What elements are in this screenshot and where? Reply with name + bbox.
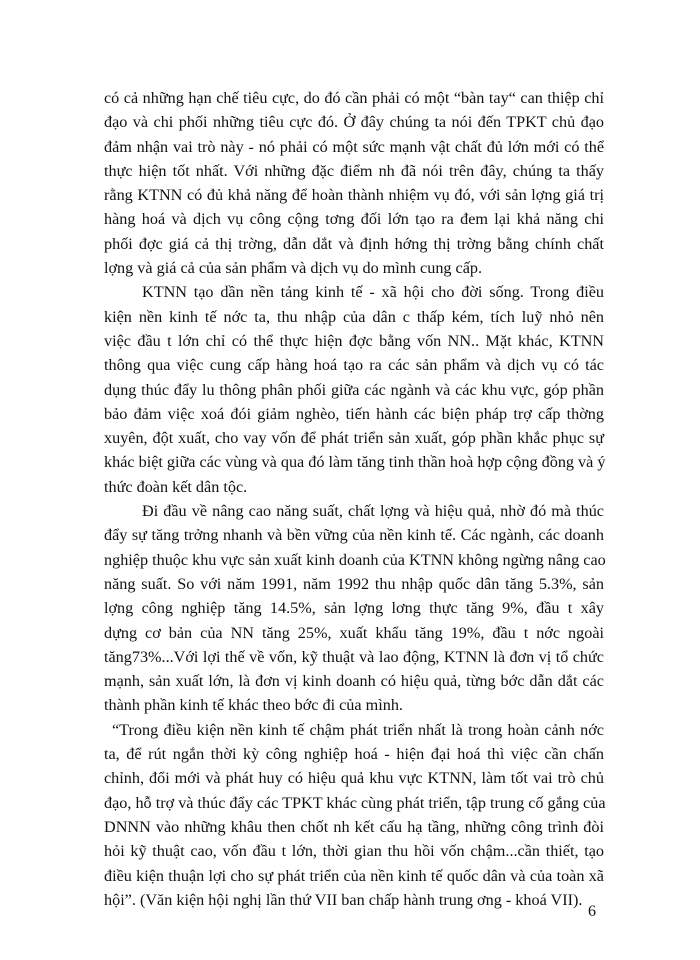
paragraph-line: năng suất. So với năm 1991, năm 1992 thu nhập quốc dân tăng 5.3%, sản bbox=[104, 574, 604, 593]
paragraph-line: bảo đảm việc xoá đói giảm nghèo, tiến hành các biện pháp trợ cấp thờng bbox=[104, 404, 604, 423]
paragraph-line: DNNN vào những khâu then chốt nh kết cấu hạ tầng, những công trình đòi bbox=[104, 817, 604, 836]
paragraph-line: hỏi kỹ thuật cao, vốn đầu t lớn, thời gian thu hồi vốn chậm...cần thiết, tạo bbox=[104, 842, 604, 861]
paragraph-line: lợng và giá cả của sản phẩm và dịch vụ do mình cung cấp. bbox=[104, 259, 483, 278]
paragraph-line: nghiệp thuộc khu vực sản xuất kinh doanh của KTNN không ngừng nâng cao bbox=[104, 550, 606, 569]
paragraph-line: dụng thúc đẩy lu thông phân phối giữa các ngành và các khu vực, góp phần bbox=[104, 380, 604, 399]
paragraph-line: phối đợc giá cả thị trờng, dẫn dắt và định hớng thị trờng bằng chính chất bbox=[104, 234, 604, 253]
paragraph-line: chỉnh, đổi mới và phát huy có hiệu quả khu vực KTNN, làm tốt vai trò chủ bbox=[104, 769, 604, 788]
paragraph-line: “Trong điều kiện nền kinh tế chậm phát triển nhất là trong hoàn cảnh nớc bbox=[112, 720, 604, 739]
paragraph-line: thành phần kinh tế khác theo bớc đi của mình. bbox=[104, 696, 403, 715]
paragraph-line: đảm nhận vai trò này - nó phải có một sức mạnh vật chất đủ lớn mới có thể bbox=[104, 137, 604, 156]
paragraph-line: ta, để rút ngắn thời kỳ công nghiệp hoá - hiện đại hoá thì việc cần chấn bbox=[104, 745, 604, 764]
paragraph-line: rằng KTNN có đủ khả năng để hoàn thành nhiệm vụ đó, với sản lợng giá trị bbox=[104, 186, 604, 205]
paragraph-line: mạnh, sản xuất lớn, là đơn vị kinh doanh có hiệu quả, từng bớc dẫn dắt các bbox=[104, 672, 604, 691]
page-number: 6 bbox=[588, 903, 596, 920]
paragraph-line: lợng công nghiệp tăng 14.5%, sản lợng lơng thực tăng 9%, đầu t xây bbox=[104, 599, 604, 618]
paragraph-line: đẩy sự tăng trởng nhanh và bền vững của nền kinh tế. Các ngành, các doanh bbox=[104, 526, 604, 545]
paragraph-line: đạo, hỗ trợ và thúc đẩy các TPKT khác cùng phát triển, tập trung cố gắng của bbox=[104, 793, 606, 812]
paragraph-line: điều kiện thuận lợi cho sự phát triển của nền kinh tế quốc dân và của toàn xã bbox=[104, 866, 604, 885]
paragraph-line: tăng73%...Với lợi thế về vốn, kỹ thuật và lao động, KTNN là đơn vị tổ chức bbox=[104, 647, 604, 666]
quote-paragraph bbox=[104, 718, 604, 912]
paragraph-line: khác biệt giữa các vùng và qua đó làm tăng tinh thần hoà hợp cộng đồng và ý bbox=[104, 453, 606, 472]
paragraph-line: việc đầu t lớn chỉ có thể thực hiện đợc bằng vốn NN.. Mặt khác, KTNN bbox=[104, 331, 604, 350]
paragraph-line: có cả những hạn chế tiêu cực, do đó cần phải có một “bàn tay“ can thiệp chỉ bbox=[104, 89, 604, 107]
paragraph-line: thức đoàn kết dân tộc. bbox=[104, 477, 248, 496]
paragraph-line: hàng hoá và dịch vụ công cộng tơng đối lớn tạo ra đem lại khả năng chi bbox=[104, 210, 604, 229]
body-text bbox=[104, 86, 604, 912]
paragraph-3 bbox=[104, 499, 604, 718]
paragraph-line: xuyên, đột xuất, cho vay vốn để phát triển sản xuất, góp phần khắc phục sự bbox=[104, 429, 604, 448]
paragraph-line: dựng cơ bản của NN tăng 25%, xuất khẩu tăng 19%, đầu t nớc ngoài bbox=[104, 623, 604, 642]
paragraph-line: thông qua việc cung cấp hàng hoá tạo ra các sản phẩm và dịch vụ có tác bbox=[104, 356, 604, 375]
paragraph-line: Đi đầu về nâng cao năng suất, chất lợng và hiệu quả, nhờ đó mà thúc bbox=[142, 502, 604, 521]
paragraph-line: đạo và chi phối những tiêu cực đó. Ở đây chúng ta nói đến TPKT chủ đạo bbox=[104, 113, 604, 132]
paragraph-1 bbox=[104, 86, 604, 280]
paragraph-line: KTNN tạo dần nền tảng kinh tế - xã hội cho đời sống. Trong điều bbox=[142, 283, 604, 302]
paragraph-line: thực hiện tốt nhất. Với những đặc điểm nh đã nói trên đây, chúng ta thấy bbox=[104, 161, 604, 180]
paragraph-line: hội”. (Văn kiện hội nghị lần thứ VII ban chấp hành trung ơng - khoá VII). bbox=[104, 890, 583, 909]
paragraph-2 bbox=[104, 280, 604, 499]
paragraph-line: kiện nền kinh tế nớc ta, thu nhập của dân c thấp kém, tích luỹ nhỏ nên bbox=[104, 307, 604, 326]
